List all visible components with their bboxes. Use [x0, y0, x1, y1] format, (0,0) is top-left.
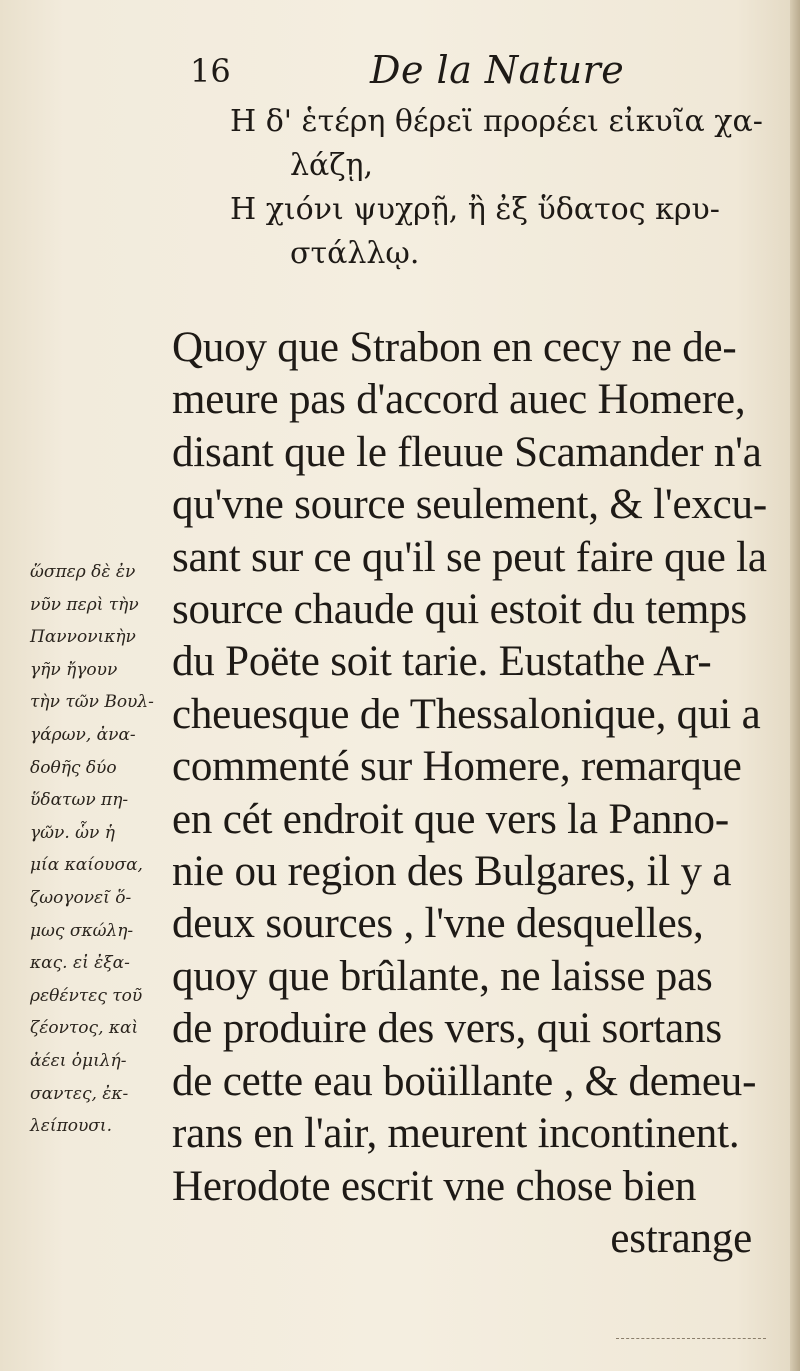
margin-line: ἀέει ὁμιλή- — [30, 1050, 127, 1071]
page-header — [190, 48, 760, 108]
margin-line: σαντες, ἐκ- — [30, 1083, 129, 1104]
text-line: qu'vne source seulement, & l'excu- — [172, 481, 767, 529]
text-line: de produire des vers, qui sortans — [172, 1005, 722, 1053]
greek-verse-quote — [230, 100, 770, 276]
margin-line: λείπουσι. — [30, 1116, 112, 1137]
text-line: rans en l'air, meurent incontinent. — [172, 1110, 740, 1158]
page-edge — [790, 0, 800, 1371]
margin-line: κας. εἰ ἐξα- — [30, 953, 130, 974]
margin-line: ρεθέντες τοῦ — [30, 985, 143, 1006]
page-number: 16 — [190, 52, 231, 90]
margin-line: ζωογονεῖ ὅ- — [30, 887, 132, 908]
margin-line: ὕδατων πη- — [30, 790, 129, 811]
margin-line: νῦν περὶ τὴν — [30, 594, 139, 615]
margin-line: μία καίουσα, — [30, 855, 143, 876]
text-line: meure pas d'accord auec Homere, — [172, 376, 746, 424]
margin-line: ζέοντος, καὶ — [30, 1018, 139, 1039]
text-line: cheuesque de Thessalonique, qui a — [172, 690, 761, 738]
running-title: De la Nature — [370, 48, 625, 92]
text-line: Quoy que Strabon en cecy ne de- — [172, 324, 737, 371]
greek-margin-note — [30, 556, 170, 1143]
body-paragraph — [172, 322, 782, 1265]
greek-verse-line: στάλλῳ. — [290, 236, 420, 271]
margin-line: Παννονικὴν — [30, 627, 136, 648]
text-line: du Poëte soit tarie. Eustathe Ar- — [172, 638, 712, 686]
text-line: nie ou region des Bulgares, il y a — [172, 848, 732, 896]
text-line: deux sources , l'vne desquelles, — [172, 900, 704, 948]
margin-line: τὴν τῶν Βουλ- — [30, 692, 154, 713]
text-line: sant sur ce qu'il se peut faire que la — [172, 533, 767, 581]
text-line: disant que le fleuue Scamander n'a — [172, 428, 762, 476]
margin-line: ὥσπερ δὲ ἐν — [30, 562, 136, 582]
text-line: quoy que brûlante, ne laisse pas — [172, 952, 713, 1000]
margin-line: δοθῆς δύο — [30, 757, 117, 778]
text-line: de cette eau boüillante , & demeu- — [172, 1057, 757, 1105]
margin-line: γῶν. ὧν ἡ — [30, 822, 115, 843]
text-line: commenté sur Homere, remarque — [172, 743, 742, 791]
catchword: estrange — [610, 1214, 752, 1262]
margin-line: γάρων, ἀνα- — [30, 724, 136, 745]
printer-rule — [616, 1338, 766, 1340]
text-line: en cét endroit que vers la Panno- — [172, 795, 729, 843]
margin-line: μως σκώλη- — [30, 920, 134, 941]
text-line: Herodote escrit vne chose bien — [172, 1162, 697, 1210]
margin-line: γῆν ἤγουν — [30, 659, 118, 680]
greek-verse-line: Η δ' ἑτέρη θέρεϊ προρέει εἰκυῖα χα- — [230, 104, 763, 139]
text-line: source chaude qui estoit du temps — [172, 586, 747, 634]
greek-verse-line: λάζῃ, — [290, 148, 374, 183]
greek-verse-line: Η χιόνι ψυχρῇ, ἢ ἐξ ὕδατος κρυ- — [230, 192, 720, 227]
